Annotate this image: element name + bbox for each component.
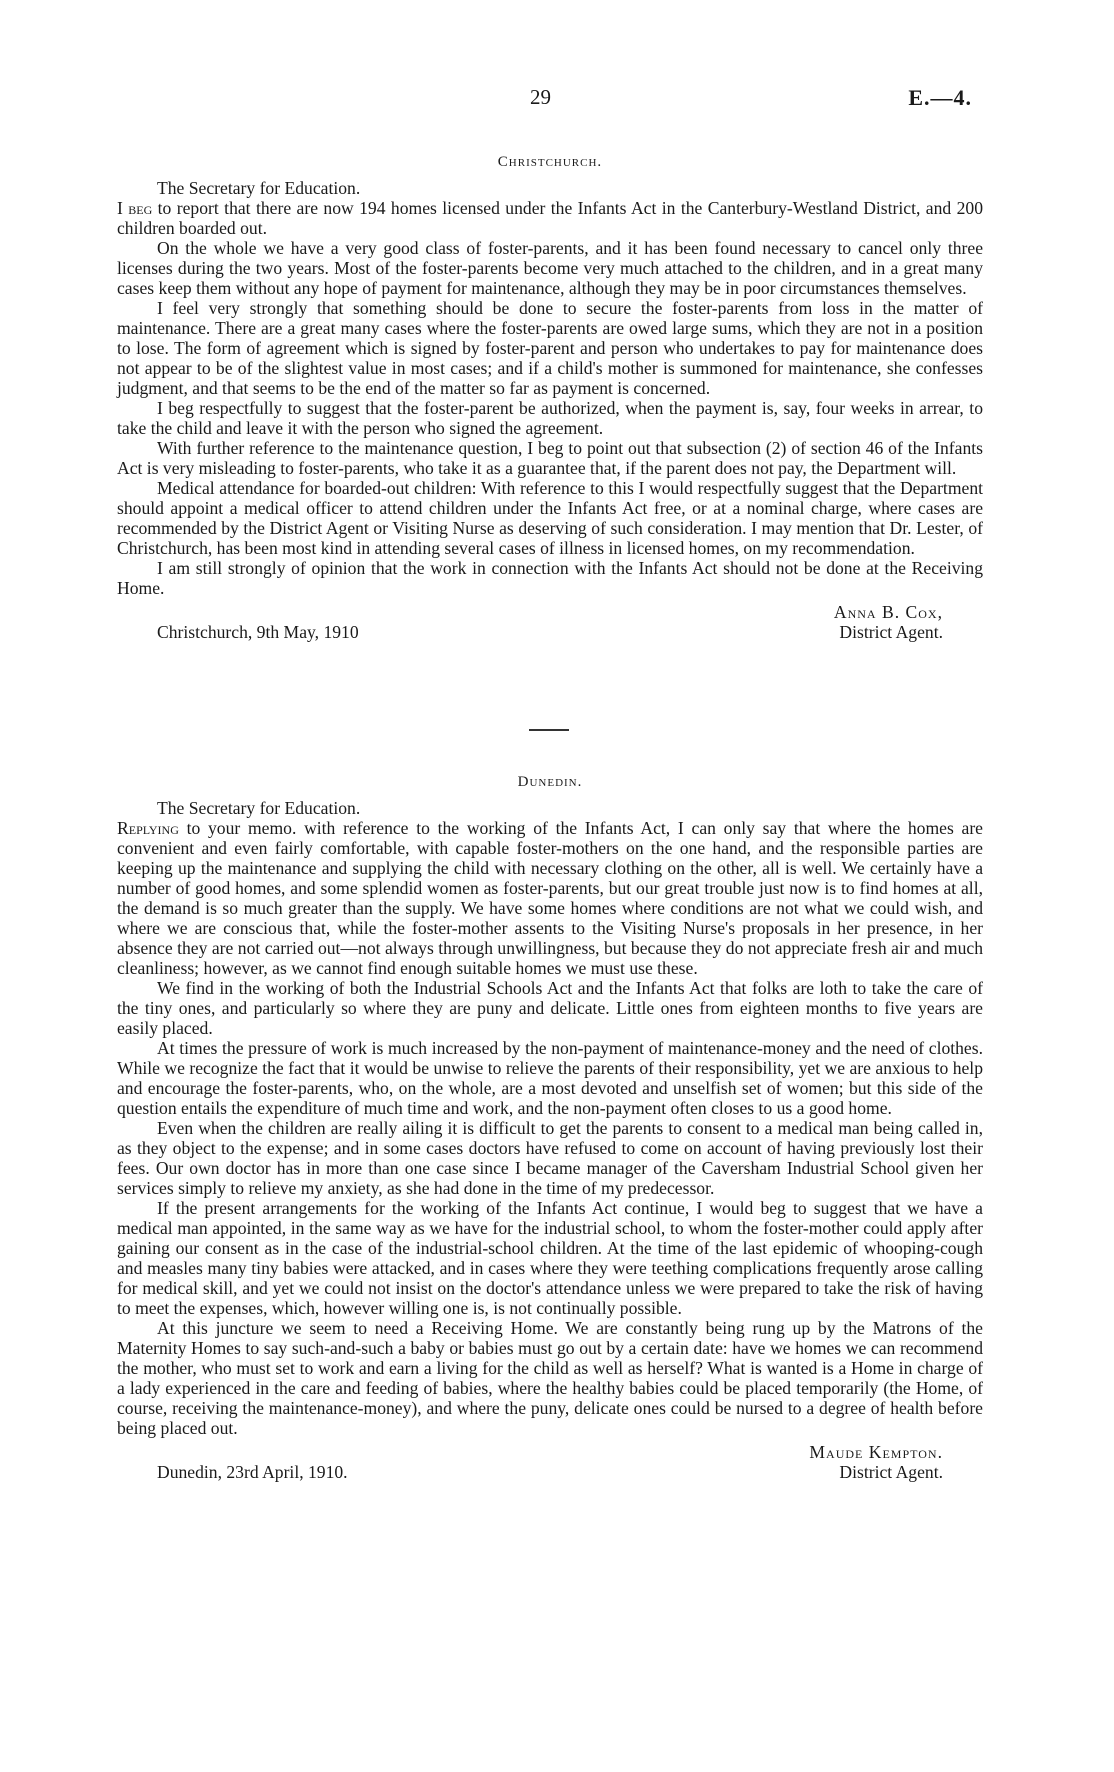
paragraph (117, 198, 983, 238)
page-number: 29 (530, 85, 551, 109)
page-header (0, 85, 1114, 115)
paragraph: I beg respectfully to suggest that the foster-parent be authorized, when the payment is, say, four weeks in arrear, to take the child and leave it with the person who signed the agreement. (117, 398, 983, 438)
paragraph: Medical attendance for boarded-out children: With reference to this I would respectfully suggest that the Department should appoint a medical officer to attend children under the Infants Act free, or at a nominal charge, where cases are recommended by the District Agent or Visiting Nurse as deserving of such consideration. I may mention that Dr. Lester, of Christchurch, has been most kind in attending several cases of illness in licensed homes, on my recommendation. (117, 478, 983, 558)
section-heading: Dunedin. (517, 774, 583, 790)
paragraph-text: to report that there are now 194 homes licensed under the Infants Act in the Canterbury-Westland District, and 200 children boarded out. (117, 198, 983, 238)
christchurch-letter (117, 152, 983, 646)
paragraph: On the whole we have a very good class of foster-parents, and it has been found necessary to cancel only three licenses during the two years. Most of the foster-parents become very much attached to the children, and in a great many cases keep them without any hope of payment for maintenance, although they may be in poor circumstances themselves. (117, 238, 983, 298)
paragraph: At times the pressure of work is much increased by the non-payment of maintenance-money and the need of clothes. While we recognize the fact that it would be unwise to relieve the parents of their responsibility, yet we are anxious to help and encourage the foster-parents, who, on the whole, are a most devoted and unselfish set of women; but this side of the question entails the expenditure of much time and work, and the non-payment often closes to us a good home. (117, 1038, 983, 1118)
addressee: The Secretary for Education. (157, 798, 361, 818)
paragraph: We find in the working of both the Industrial Schools Act and the Infants Act that folks are loth to take the care of the tiny ones, and particularly so where they are puny and delicate. Little ones from eighteen months to five years are easily placed. (117, 978, 983, 1038)
place-date: Christchurch, 9th May, 1910 (157, 622, 359, 642)
place-date: Dunedin, 23rd April, 1910. (157, 1462, 348, 1482)
signature-block (117, 602, 983, 646)
signatory-role: District Agent. (839, 1462, 943, 1482)
addressee: The Secretary for Education. (157, 178, 361, 198)
paragraph (117, 818, 983, 978)
paragraph: I feel very strongly that something should be done to secure the foster-parents from loss in the matter of maintenance. There are a great many cases where the foster-parents are owed large sums, which they are not in a position to lose. The form of agreement which is signed by foster-parent and person who undertakes to pay for maintenance does not appear to be of the slightest value in most cases; and if a child's mother is summoned for maintenance, she confesses judgment, and that seems to be the end of the matter so far as payment is concerned. (117, 298, 983, 398)
opening-word: I beg (117, 198, 153, 218)
paragraph: If the present arrangements for the working of the Infants Act continue, I would beg to suggest that we have a medical man appointed, in the same way as we have for the industrial school, to whom the foster-mother could apply after gaining our consent as in the case of the industrial-school children. At the time of the last epidemic of whooping-cough and measles many tiny babies were attacked, and in cases where they were teething complications frequently arose calling for medical skill, and yet we could not insist on the doctor's attendance unless we were prepared to take the risk of having to meet the expenses, which, however willing one is, is not continually possible. (117, 1198, 983, 1318)
signatory-name: Maude Kempton. (809, 1442, 943, 1462)
opening-word: Replying (117, 818, 179, 838)
signature-block (117, 1442, 983, 1486)
dunedin-letter (117, 772, 983, 1486)
signatory-name: Anna B. Cox, (833, 602, 943, 622)
paragraph: Even when the children are really ailing it is difficult to get the parents to consent to a medical man being called in, as they object to the expense; and in some cases doctors have refused to come on account of having previously lost their fees. Our own doctor has in more than one case since I became manager of the Caversham Industrial School given her services simply to relieve my anxiety, as she had done in the time of my predecessor. (117, 1118, 983, 1198)
paragraph: With further reference to the maintenance question, I beg to point out that subsection (2) of section 46 of the Infants Act is very misleading to foster-parents, who take it as a guarantee that, if the parent does not pay, the Department will. (117, 438, 983, 478)
series-code: E.—4. (908, 85, 972, 110)
paragraph-text: to your memo. with reference to the working of the Infants Act, I can only say that where the homes are convenient and even fairly comfortable, with capable foster-mothers on the one hand, and the responsible parties are keeping up the maintenance and supplying the child with necessary clothing on the other, all is well. We certainly have a number of good homes, and some splendid women as foster-parents, but our great trouble just now is to find homes at all, the demand is so much greater than the supply. We have some homes where conditions are not what we could wish, and where we are conscious that, while the foster-mother assents to the Visiting Nurse's proposals in her presence, in her absence they are not carried out—not always through unwillingness, but because they do not appreciate fresh air and much cleanliness; however, as we cannot find enough suitable homes we must use these. (117, 818, 983, 978)
signatory-role: District Agent. (839, 622, 943, 642)
section-heading: Christchurch. (497, 154, 603, 170)
paragraph: I am still strongly of opinion that the work in connection with the Infants Act should not be done at the Receiving Home. (117, 558, 983, 598)
paragraph: At this juncture we seem to need a Receiving Home. We are constantly being rung up by the Matrons of the Maternity Homes to say such-and-such a baby or babies must go out by a certain date: have we homes we can recommend the mother, who must set to work and earn a living for the child as well as herself? What is wanted is a Home in charge of a lady experienced in the care and feeding of babies, where the healthy babies could be placed temporarily (the Home, of course, receiving the maintenance-money), and where the puny, delicate ones could be nursed to a degree of health before being placed out. (117, 1318, 983, 1438)
section-divider (529, 729, 569, 731)
